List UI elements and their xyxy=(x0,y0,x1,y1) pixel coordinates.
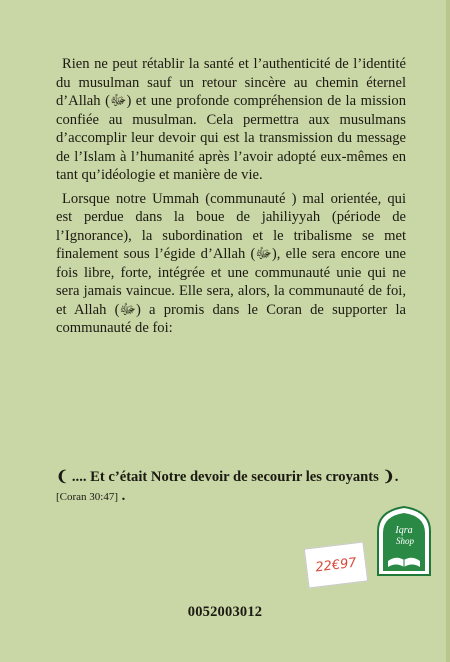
paragraph-1: Rien ne peut rétablir la santé et l’authenticité de l’identité du musulman sauf un retour sincère au chemin éternel d’Allah (ﷻ) et une profonde compréhension de la mission confiée au musulman. Cela permettra aux musulmans d’accomplir leur devoir qui est la transmission du message de l’Islam à l’humanité après l’avoir adopté eux-mêmes en tant qu’idéologie et manière de vie. xyxy=(56,56,407,183)
quote-reference: [Coran 30:47] xyxy=(56,491,119,503)
quote-trailing: . xyxy=(121,488,126,504)
logo-top-text: Iqra xyxy=(395,525,413,536)
logo-bottom-text: Shop xyxy=(396,536,414,546)
paragraph-2: Lorsque notre Ummah (communauté ) mal orientée, qui est perdue dans la boue de jahiliyyah (période de l’Ignorance), la subordination et le tribalisme se met finalement sous l’égide d’Allah (ﷻ), elle sera encore une fois libre, forte, intégrée et une communauté unie qui ne sera jamais vaincue. Elle sera, alors, la communauté de foi, et Allah (ﷻ) a promis dans le Coran de supporter la communauté de foi: xyxy=(56,190,407,336)
quote-text: .... Et c’était Notre devoir de secourir les croyants xyxy=(71,469,379,485)
barcode-number: 0052003012 xyxy=(187,604,263,620)
quran-quote xyxy=(56,468,406,507)
quote-open-bracket: ❨ xyxy=(56,469,69,485)
cover-edge xyxy=(446,0,450,662)
price-sticker: 22€97 xyxy=(304,541,368,588)
blurb xyxy=(56,55,406,338)
iqra-shop-logo xyxy=(374,505,434,577)
quote-close-bracket: ❩. xyxy=(382,469,399,485)
